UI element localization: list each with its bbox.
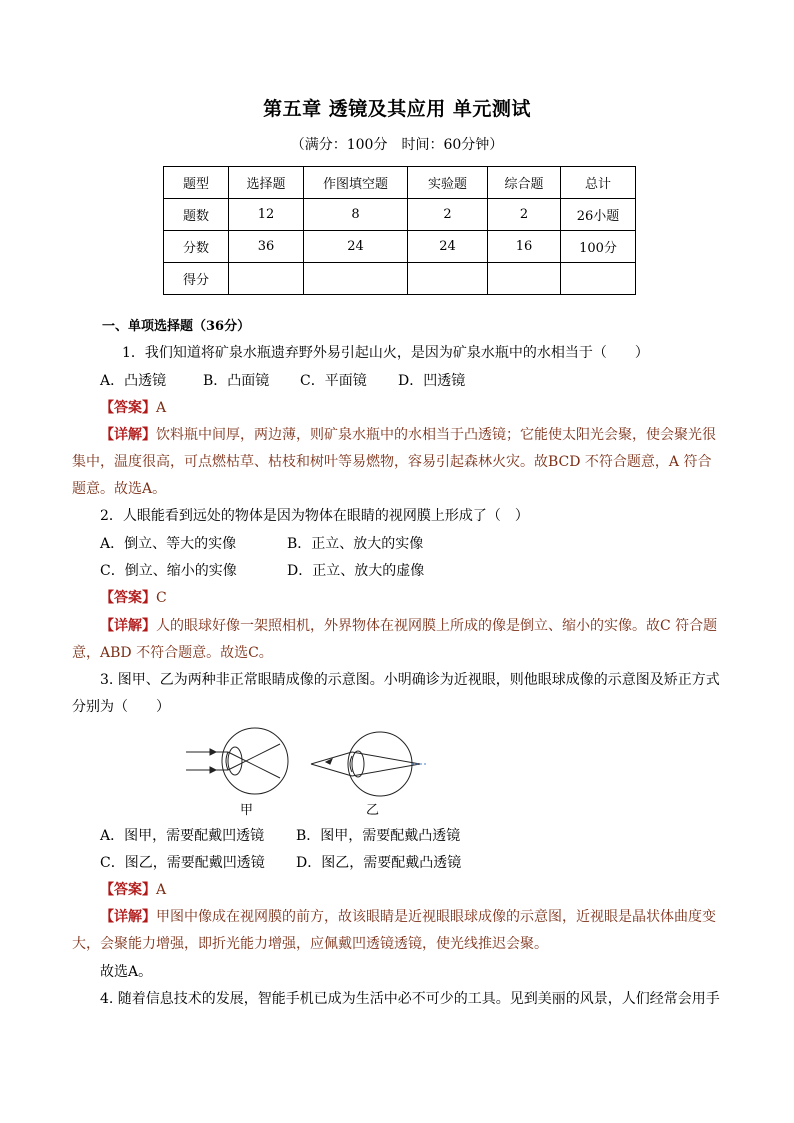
q2-detail-line: 意，ABD 不符合题意。故选C。 <box>72 645 273 661</box>
table-cell: 24 <box>408 231 488 263</box>
figure-label-jia: 甲 <box>240 803 254 818</box>
q3-stem-line: 分别为（ ） <box>72 699 170 715</box>
q4-stem: 4. 随着信息技术的发展，智能手机已成为生活中必不可少的工具。见到美丽的风景，人们经常会用手 <box>100 991 720 1007</box>
q3-option-b: B．图甲，需要配戴凸透镜 <box>296 828 461 844</box>
table-cell: 12 <box>229 199 304 231</box>
page-subtitle: （满分：100分 时间：60分钟） <box>290 137 504 153</box>
page-title: 第五章 透镜及其应用 单元测试 <box>263 98 531 120</box>
detail-label: 【详解】 <box>100 909 156 925</box>
figure-label-yi: 乙 <box>366 803 380 818</box>
detail-text: 甲图中像成在视网膜的前方，故该眼睛是近视眼眼球成像的示意图，近视眼是晶状体曲度变 <box>156 909 716 925</box>
q3-detail-line <box>100 908 716 926</box>
table-cell: 选择题 <box>229 167 304 199</box>
detail-text: 人的眼球好像一架照相机，外界物体在视网膜上所成的像是倒立、缩小的实像。故C 符合题 <box>156 618 718 634</box>
answer-value: A <box>156 882 167 898</box>
answer-label: 【答案】 <box>100 882 156 898</box>
table-cell: 26小题 <box>561 199 636 231</box>
table-row <box>164 231 636 263</box>
q3-detail-line: 大，会聚能力增强，即折光能力增强，应佩戴凹透镜透镜，使光线推迟会聚。 <box>72 936 548 952</box>
table-cell: 36 <box>229 231 304 263</box>
q1-option-b: B．凸面镜 <box>203 373 270 389</box>
table-row <box>164 263 636 295</box>
eye-diagram-jia <box>186 728 288 794</box>
score-table <box>163 166 636 295</box>
table-cell: 100分 <box>561 231 636 263</box>
q2-answer <box>100 589 167 607</box>
table-cell: 2 <box>408 199 488 231</box>
score-input-cell <box>561 263 636 295</box>
q2-option-a: A．倒立、等大的实像 <box>100 536 237 552</box>
q1-option-a: A．凸透镜 <box>100 373 167 389</box>
q3-conclusion: 故选A。 <box>100 964 153 980</box>
table-cell: 24 <box>304 231 408 263</box>
table-cell: 得分 <box>164 263 229 295</box>
q3-stem-line: 3. 图甲、乙为两种非正常眼睛成像的示意图。小明确诊为近视眼，则他眼球成像的示意图及矫正方式 <box>100 672 720 688</box>
table-cell: 16 <box>488 231 561 263</box>
q1-stem: 1．我们知道将矿泉水瓶遗弃野外易引起山火，是因为矿泉水瓶中的水相当于（ ） <box>122 345 649 361</box>
answer-value: C <box>156 590 167 606</box>
q1-option-d: D．凹透镜 <box>398 373 466 389</box>
section-heading: 一、单项选择题（36分） <box>102 319 251 334</box>
table-cell: 分数 <box>164 231 229 263</box>
q2-option-c: C．倒立、缩小的实像 <box>100 563 237 579</box>
q1-detail-line <box>100 426 716 444</box>
table-row <box>164 167 636 199</box>
detail-label: 【详解】 <box>100 618 156 634</box>
table-cell: 综合题 <box>488 167 561 199</box>
q2-stem: 2．人眼能看到远处的物体是因为物体在眼睛的视网膜上形成了（ ） <box>100 508 529 524</box>
table-cell: 题数 <box>164 199 229 231</box>
eye-diagram-yi <box>311 732 426 796</box>
table-cell: 8 <box>304 199 408 231</box>
answer-label: 【答案】 <box>100 590 156 606</box>
q3-option-c: C．图乙，需要配戴凹透镜 <box>100 855 265 871</box>
score-input-cell <box>304 263 408 295</box>
eye-diagram-figure <box>180 722 440 822</box>
table-cell: 总计 <box>561 167 636 199</box>
q3-option-a: A．图甲，需要配戴凹透镜 <box>100 828 265 844</box>
score-input-cell <box>229 263 304 295</box>
q1-option-c: C．平面镜 <box>300 373 367 389</box>
answer-label: 【答案】 <box>100 400 156 416</box>
detail-label: 【详解】 <box>100 427 156 443</box>
q1-detail-line: 集中，温度很高，可点燃枯草、枯枝和树叶等易燃物，容易引起森林火灾。故BCD 不符合题意，A 符合 <box>72 454 712 470</box>
table-cell: 2 <box>488 199 561 231</box>
table-cell: 题型 <box>164 167 229 199</box>
q1-answer <box>100 399 166 417</box>
q3-option-d: D．图乙，需要配戴凸透镜 <box>296 855 462 871</box>
table-cell: 实验题 <box>408 167 488 199</box>
table-row <box>164 199 636 231</box>
q2-option-d: D．正立、放大的虚像 <box>287 563 425 579</box>
q1-detail-line: 题意。故选A。 <box>72 481 167 497</box>
detail-text: 饮料瓶中间厚，两边薄，则矿泉水瓶中的水相当于凸透镜；它能使太阳光会聚，使会聚光很 <box>156 427 716 443</box>
score-input-cell <box>408 263 488 295</box>
q3-answer <box>100 881 166 899</box>
answer-value: A <box>156 400 167 416</box>
table-cell: 作图填空题 <box>304 167 408 199</box>
score-input-cell <box>488 263 561 295</box>
q2-detail-line <box>100 617 717 635</box>
q2-option-b: B．正立、放大的实像 <box>287 536 424 552</box>
